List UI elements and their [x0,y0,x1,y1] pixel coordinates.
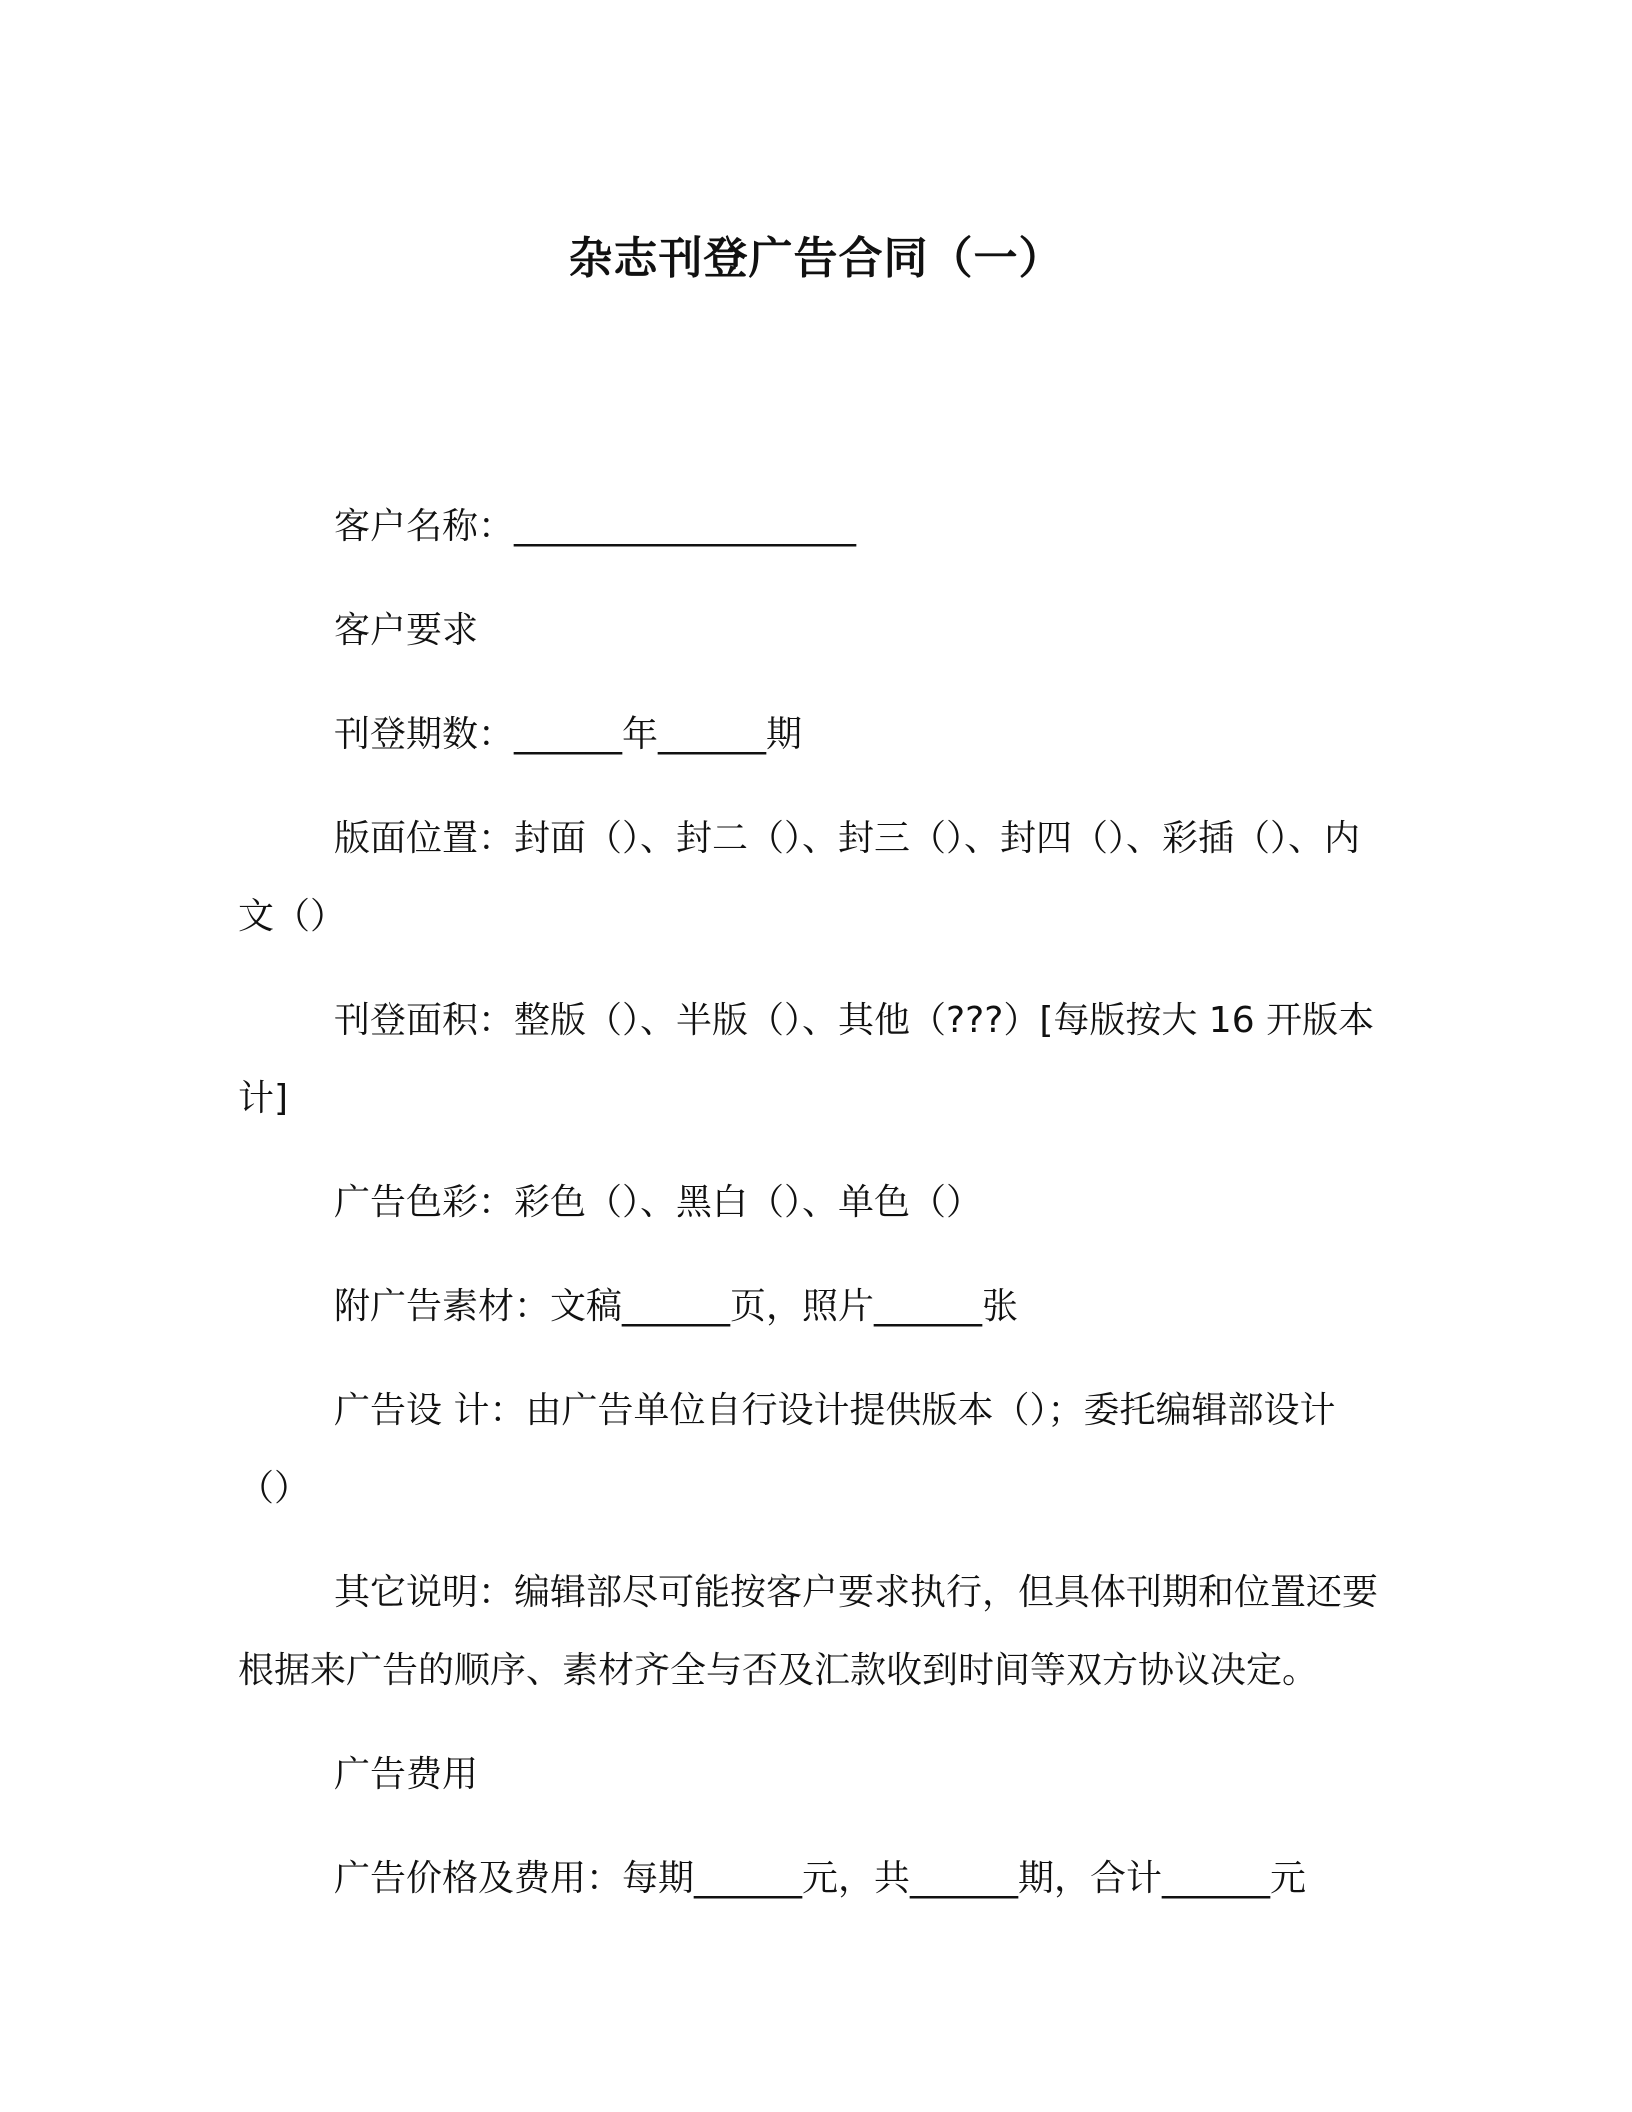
paragraph-spacer [238,1710,1378,1736]
paragraph-customer-name: 客户名称：___________________ [334,506,857,547]
paragraph-spacer [238,956,1378,982]
paragraph-spacer [238,774,1378,800]
paragraph-spacer [238,1528,1378,1554]
paragraph-issues: 刊登期数：______年______期 [334,714,803,755]
paragraph-customer-requirements: 客户要求 [334,610,479,651]
paragraph-ad-color: 广告色彩：彩色（）、黑白（）、单色（） [334,1182,983,1223]
paragraph-spacer [238,566,1378,592]
paragraph-spacer [238,670,1378,696]
document-title: 杂志刊登广告合同（一） [568,233,1064,284]
paragraph-ad-price: 广告价格及费用：每期______元，共______期，合计______元 [334,1858,1307,1899]
paragraph-spacer [238,1138,1378,1164]
paragraph-spacer [238,1242,1378,1268]
paragraph-spacer [238,1814,1378,1840]
paragraph-spacer [238,1346,1378,1372]
paragraph-materials: 附广告素材：文稿______页，照片______张 [334,1286,1019,1327]
paragraph-other-notes: 其它说明：编辑部尽可能按客户要求执行，但具体刊期和位置还要根据来广告的顺序、素材齐全与否及汇款收到时间等双方协议决定。 [238,1572,1379,1691]
paragraph-ad-design: 广告设 计：由广告单位自行设计提供版本（）；委托编辑部设计（） [238,1390,1336,1509]
paragraph-ad-area: 刊登面积：整版（）、半版（）、其他（???）[每版按大 16 开版本计] [238,1000,1375,1119]
paragraph-page-position: 版面位置：封面（）、封二（）、封三（）、封四（）、彩插（）、内文（） [238,818,1361,937]
document-body [238,488,1378,1918]
paragraph-ad-fees-heading: 广告费用 [334,1754,479,1795]
